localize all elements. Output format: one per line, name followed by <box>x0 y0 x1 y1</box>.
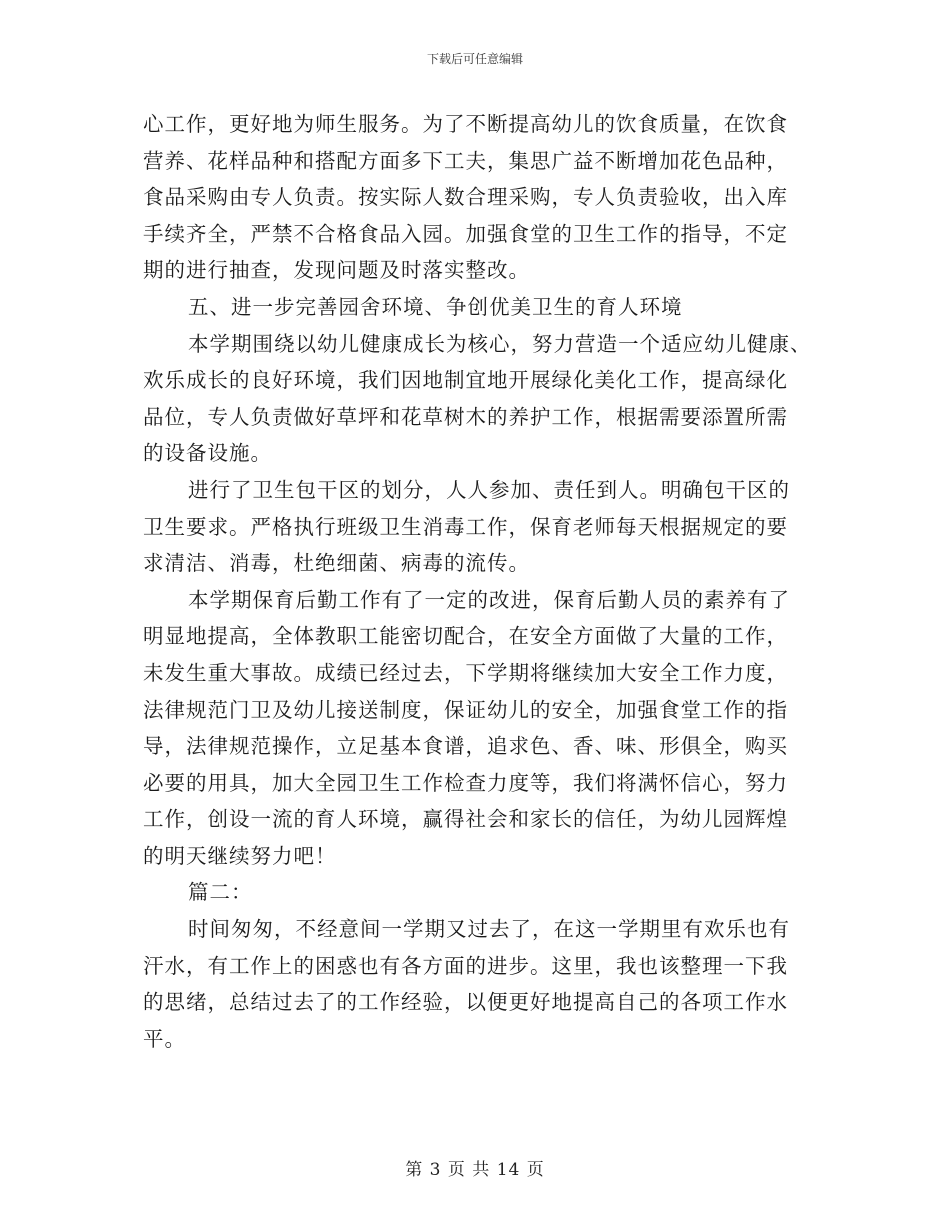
text-line: 未发生重大事故。成绩已经过去，下学期将继续加大安全工作力度， <box>143 660 788 685</box>
text-line: 品位，专人负责做好草坪和花草树木的养护工作，根据需要添置所需 <box>143 404 788 429</box>
text-line: 本学期保育后勤工作有了一定的改进，保育后勤人员的素养有了 <box>188 587 790 612</box>
text-line: 求清洁、消毒，杜绝细菌、病毒的流传。 <box>143 551 530 576</box>
text-line: 心工作，更好地为师生服务。为了不断提高幼儿的饮食质量，在饮食 <box>143 112 788 136</box>
text-line: 欢乐成长的良好环境，我们因地制宜地开展绿化美化工作，提高绿化 <box>143 368 788 393</box>
text-line: 必要的用具，加大全园卫生工作检查力度等，我们将满怀信心，努力 <box>143 770 788 795</box>
text-line: 汗水，有工作上的困惑也有各方面的进步。这里，我也该整理一下我 <box>143 953 788 978</box>
page-header: 下载后可任意编辑 <box>426 52 523 66</box>
text-line: 进行了卫生包干区的划分，人人参加、责任到人。明确包干区的 <box>188 477 790 502</box>
section-heading: 五、进一步完善园舍环境、争创优美卫生的育人环境 <box>188 294 683 319</box>
text-line: 的设备设施。 <box>143 441 272 466</box>
text-line: 营养、花样品种和搭配方面多下工夫，集思广益不断增加花色品种， <box>143 148 788 173</box>
text-line: 明显地提高，全体教职工能密切配合，在安全方面做了大量的工作， <box>143 624 788 649</box>
text-line: 食品采购由专人负责。按实际人数合理采购，专人负责验收，出入库 <box>143 185 788 210</box>
text-line: 期的进行抽查，发现问题及时落实整改。 <box>143 258 530 283</box>
text-line: 工作，创设一流的育人环境，赢得社会和家长的信任，为幼儿园辉煌 <box>143 807 788 832</box>
page-number: 第 3 页 共 14 页 <box>405 1160 545 1180</box>
text-line: 法律规范门卫及幼儿接送制度，保证幼儿的安全，加强食堂工作的指 <box>143 697 788 722</box>
text-line: 的思绪，总结过去了的工作经验，以便更好地提高自己的各项工作水 <box>143 990 788 1015</box>
text-line: 的明天继续努力吧！ <box>143 843 337 868</box>
text-line: 本学期围绕以幼儿健康成长为核心，努力营造一个适应幼儿健康、 <box>188 331 812 356</box>
document-body <box>143 106 823 1057</box>
text-line: 导，法律规范操作，立足基本食谱，追求色、香、味、形俱全，购买 <box>143 734 788 759</box>
text-line: 时间匆匆，不经意间一学期又过去了，在这一学期里有欢乐也有 <box>188 917 790 942</box>
section-heading: 篇二： <box>188 880 253 905</box>
text-line: 卫生要求。严格执行班级卫生消毒工作，保育老师每天根据规定的要 <box>143 514 788 539</box>
text-line: 手续齐全，严禁不合格食品入园。加强食堂的卫生工作的指导，不定 <box>143 221 788 246</box>
text-line: 平。 <box>143 1026 186 1051</box>
